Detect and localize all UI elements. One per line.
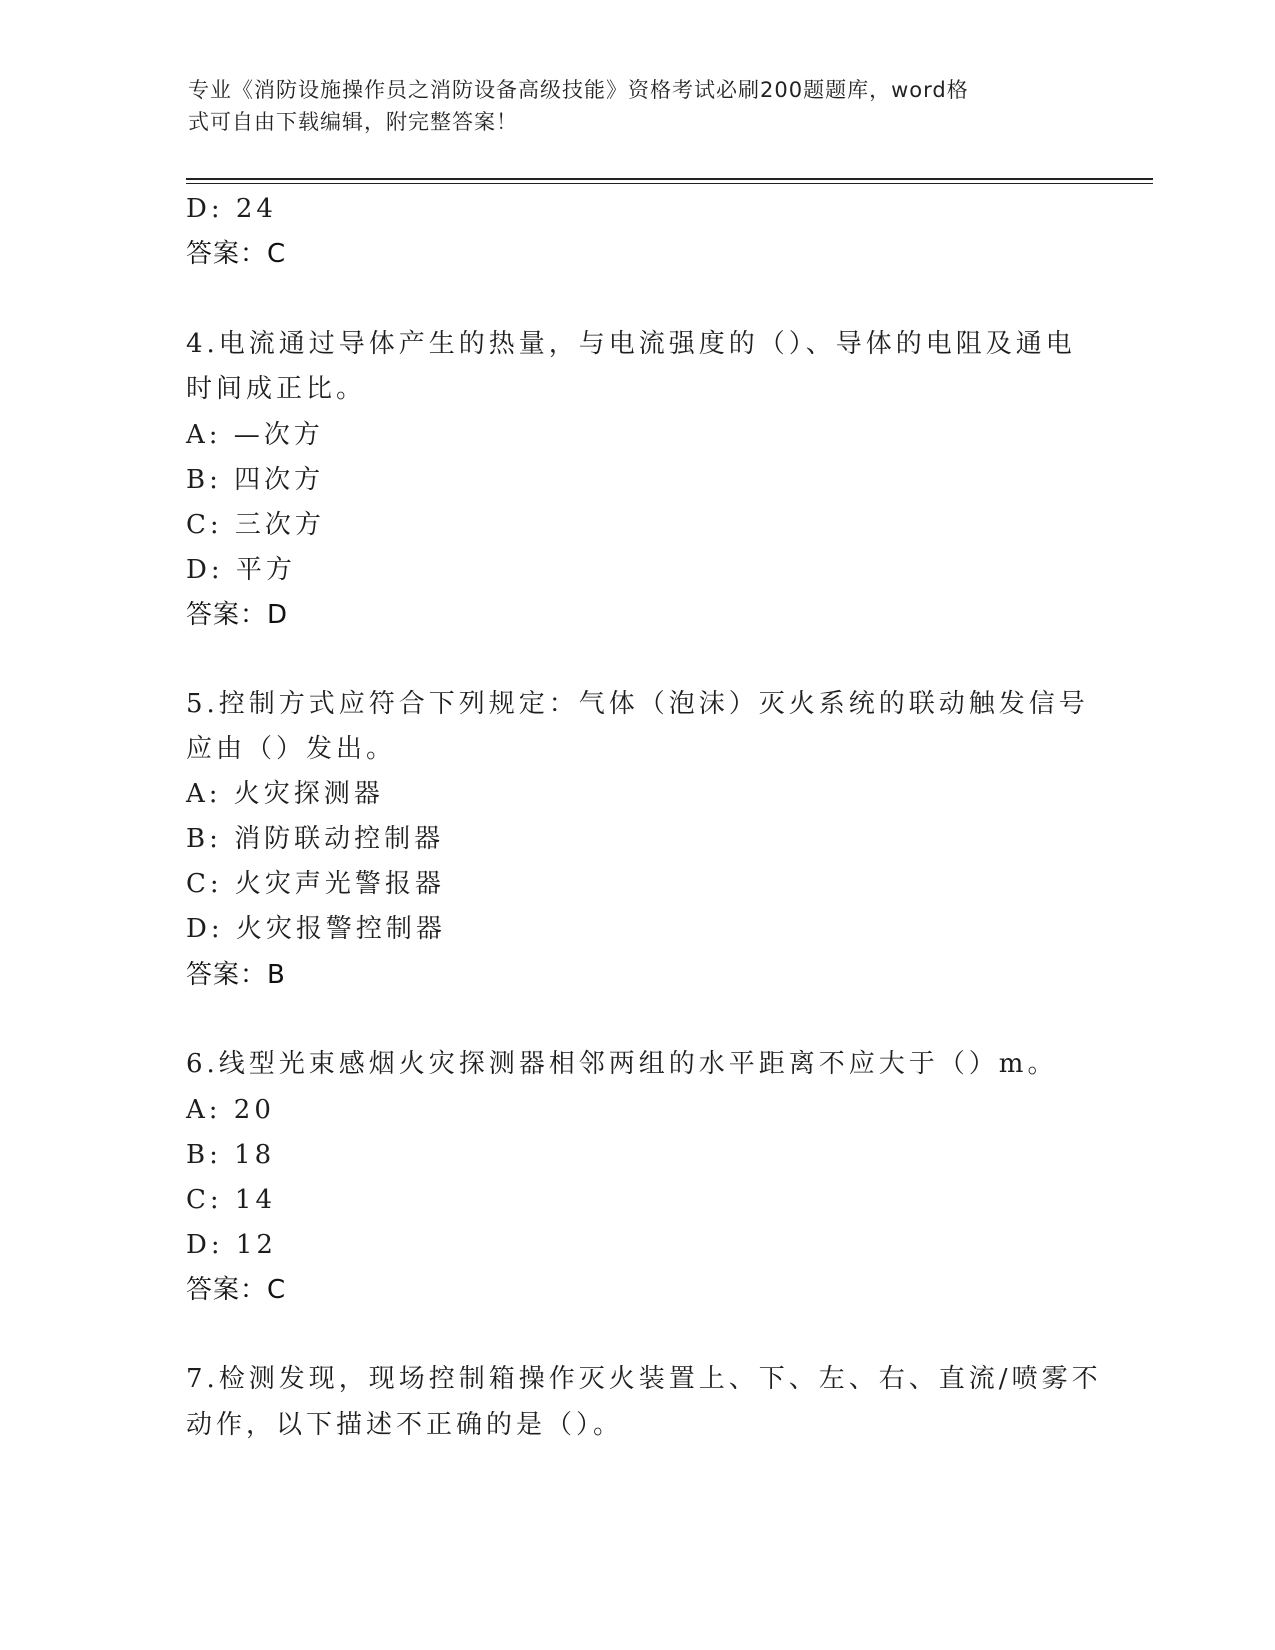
header-line-1: 专业《消防设施操作员之消防设备高级技能》资格考试必刷200题题库，word格 bbox=[188, 78, 969, 102]
question-4-answer: 答案：D bbox=[186, 600, 289, 630]
question-4-stem-line-1: 4.电流通过导体产生的热量，与电流强度的（）、导体的电阻及通电 bbox=[186, 329, 1076, 359]
header-divider-thin bbox=[186, 183, 1153, 184]
question-5-option-c: C: 火灾声光警报器 bbox=[186, 869, 445, 899]
question-7-stem-line-1: 7.检测发现，现场控制箱操作灭火装置上、下、左、右、直流/喷雾不 bbox=[186, 1364, 1102, 1394]
question-5-option-d: D: 火灾报警控制器 bbox=[186, 914, 446, 944]
question-6-stem-line-1: 6.线型光束感烟火灾探测器相邻两组的水平距离不应大于（）m。 bbox=[186, 1049, 1058, 1079]
prev-question-option-d: D: 24 bbox=[186, 194, 277, 224]
question-5-answer: 答案：B bbox=[186, 960, 286, 990]
document-header bbox=[188, 74, 1088, 138]
question-5-stem-line-2: 应由（）发出。 bbox=[186, 734, 397, 764]
question-4-option-c: C: 三次方 bbox=[186, 510, 325, 540]
question-6-option-a: A: 20 bbox=[186, 1095, 275, 1125]
question-4-option-b: B: 四次方 bbox=[186, 465, 325, 495]
question-7-stem-line-2: 动作，以下描述不正确的是（）。 bbox=[186, 1410, 624, 1440]
question-5-stem-line-1: 5.控制方式应符合下列规定：气体（泡沫）灭火系统的联动触发信号 bbox=[186, 689, 1089, 719]
question-6-option-c: C: 14 bbox=[186, 1185, 277, 1215]
question-6-option-b: B: 18 bbox=[186, 1140, 276, 1170]
header-line-2: 式可自由下载编辑，附完整答案！ bbox=[188, 110, 518, 134]
header-divider-thick bbox=[186, 178, 1153, 180]
question-4-stem-line-2: 时间成正比。 bbox=[186, 374, 367, 404]
question-5-option-a: A: 火灾探测器 bbox=[186, 779, 384, 809]
question-4-option-d: D: 平方 bbox=[186, 555, 296, 585]
prev-question-answer: 答案：C bbox=[186, 239, 287, 269]
question-5-option-b: B: 消防联动控制器 bbox=[186, 824, 445, 854]
question-6-option-d: D: 12 bbox=[186, 1230, 277, 1260]
question-4-option-a: A: —次方 bbox=[186, 420, 324, 450]
question-6-answer: 答案：C bbox=[186, 1275, 287, 1305]
